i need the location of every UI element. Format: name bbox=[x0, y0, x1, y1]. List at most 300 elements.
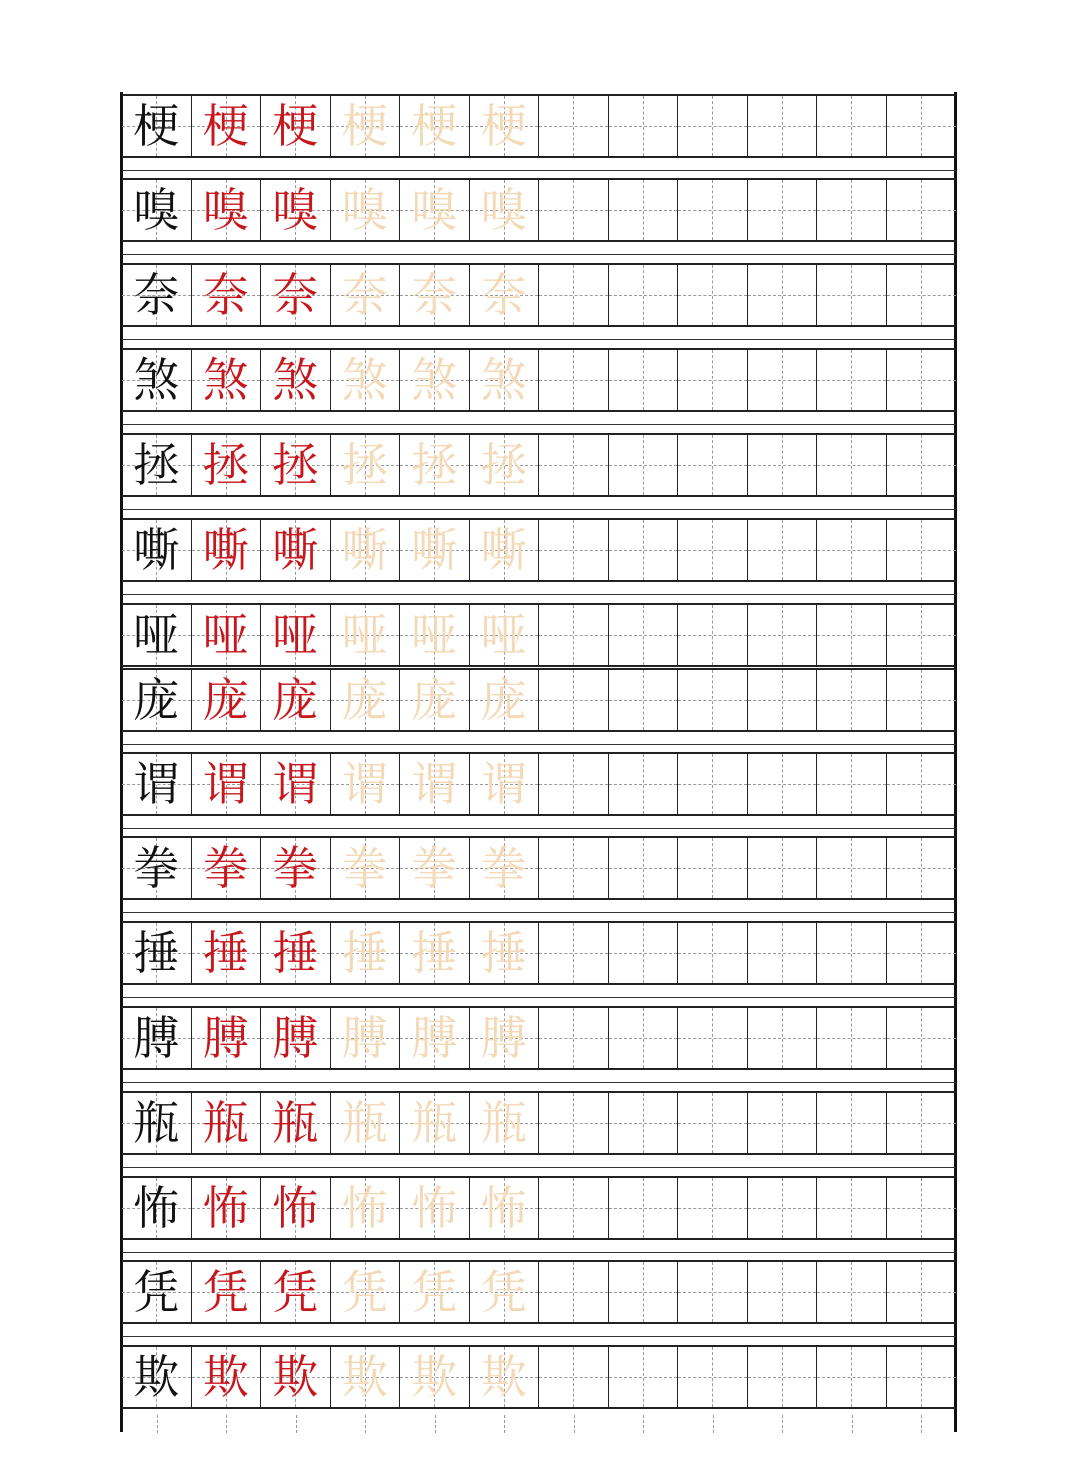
empty-writing-cell bbox=[331, 1415, 401, 1433]
red-example-cell bbox=[192, 435, 262, 495]
empty-writing-cell bbox=[748, 1178, 818, 1238]
trace-character-cell bbox=[331, 838, 401, 898]
row-separator-line bbox=[122, 997, 956, 998]
trace-character-cell bbox=[470, 520, 540, 580]
trace-character-cell bbox=[400, 1178, 470, 1238]
empty-writing-cell bbox=[887, 670, 957, 730]
empty-writing-cell bbox=[678, 1415, 748, 1433]
red-example-character: 瓶 bbox=[272, 1096, 319, 1150]
model-character: 嗅 bbox=[133, 183, 180, 237]
trace-character-cell bbox=[331, 96, 401, 156]
model-character-cell bbox=[122, 923, 192, 983]
trace-character: 哑 bbox=[411, 608, 458, 662]
red-example-cell bbox=[261, 923, 331, 983]
red-example-cell bbox=[261, 1347, 331, 1407]
trace-character-cell bbox=[400, 435, 470, 495]
trace-character-cell bbox=[470, 265, 540, 325]
red-example-character: 嘶 bbox=[202, 523, 249, 577]
trace-character: 哑 bbox=[341, 608, 388, 662]
trace-character: 谓 bbox=[341, 757, 388, 811]
empty-writing-cell bbox=[748, 754, 818, 814]
empty-writing-cell bbox=[887, 1415, 957, 1433]
empty-writing-cell bbox=[817, 1008, 887, 1068]
trace-character: 奈 bbox=[480, 268, 527, 322]
model-character-cell bbox=[122, 838, 192, 898]
trace-character-cell bbox=[470, 923, 540, 983]
practice-row bbox=[122, 752, 956, 816]
trace-character: 欺 bbox=[480, 1350, 527, 1404]
trace-character-cell bbox=[400, 923, 470, 983]
trace-character: 怖 bbox=[411, 1181, 458, 1235]
row-separator-line bbox=[122, 1252, 956, 1253]
red-example-cell bbox=[192, 96, 262, 156]
empty-writing-cell bbox=[887, 1093, 957, 1153]
trace-character-cell bbox=[470, 96, 540, 156]
empty-writing-cell bbox=[748, 265, 818, 325]
red-example-cell bbox=[192, 1262, 262, 1322]
trace-character-cell bbox=[331, 1093, 401, 1153]
row-separator-line bbox=[122, 912, 956, 913]
trace-character: 煞 bbox=[480, 353, 527, 407]
trace-character-cell bbox=[331, 1347, 401, 1407]
model-character: 嘶 bbox=[133, 523, 180, 577]
row-separator-line bbox=[122, 509, 956, 510]
empty-writing-cell bbox=[539, 1093, 609, 1153]
trace-character: 庞 bbox=[411, 673, 458, 727]
practice-row bbox=[122, 1091, 956, 1155]
red-example-character: 庞 bbox=[272, 673, 319, 727]
trace-character-cell bbox=[331, 180, 401, 240]
red-example-character: 谓 bbox=[202, 757, 249, 811]
red-example-character: 梗 bbox=[202, 99, 249, 153]
empty-writing-cell bbox=[748, 923, 818, 983]
red-example-cell bbox=[261, 265, 331, 325]
red-example-character: 奈 bbox=[202, 268, 249, 322]
red-example-cell bbox=[192, 1008, 262, 1068]
model-character: 拯 bbox=[133, 438, 180, 492]
trace-character-cell bbox=[470, 1347, 540, 1407]
model-character: 怖 bbox=[133, 1181, 180, 1235]
empty-writing-cell bbox=[887, 1347, 957, 1407]
empty-writing-cell bbox=[609, 1262, 679, 1322]
red-example-cell bbox=[261, 520, 331, 580]
trace-character-cell bbox=[331, 1008, 401, 1068]
trace-character-cell bbox=[470, 605, 540, 665]
trace-character: 奈 bbox=[341, 268, 388, 322]
trace-character: 瓶 bbox=[480, 1096, 527, 1150]
empty-writing-cell bbox=[539, 435, 609, 495]
trace-character-cell bbox=[400, 670, 470, 730]
red-example-cell bbox=[192, 1093, 262, 1153]
empty-writing-cell bbox=[678, 670, 748, 730]
red-example-character: 捶 bbox=[202, 926, 249, 980]
empty-writing-cell bbox=[609, 180, 679, 240]
red-example-cell bbox=[261, 605, 331, 665]
trace-character: 嗅 bbox=[480, 183, 527, 237]
model-character-cell bbox=[122, 1093, 192, 1153]
empty-writing-cell bbox=[539, 1415, 609, 1433]
trace-character: 捶 bbox=[341, 926, 388, 980]
empty-writing-cell bbox=[609, 670, 679, 730]
trace-character-cell bbox=[400, 605, 470, 665]
model-character-cell bbox=[122, 96, 192, 156]
red-example-cell bbox=[261, 1093, 331, 1153]
red-example-character: 煞 bbox=[202, 353, 249, 407]
empty-writing-cell bbox=[817, 1415, 887, 1433]
empty-writing-cell bbox=[817, 670, 887, 730]
empty-writing-cell bbox=[539, 350, 609, 410]
practice-row bbox=[122, 1345, 956, 1409]
empty-writing-cell bbox=[609, 265, 679, 325]
empty-writing-cell bbox=[609, 96, 679, 156]
empty-writing-cell bbox=[678, 923, 748, 983]
red-example-character: 欺 bbox=[202, 1350, 249, 1404]
empty-writing-cell bbox=[748, 350, 818, 410]
trace-character: 嘶 bbox=[480, 523, 527, 577]
trace-character: 瓶 bbox=[411, 1096, 458, 1150]
model-character: 凭 bbox=[133, 1265, 180, 1319]
empty-writing-cell bbox=[678, 1347, 748, 1407]
empty-writing-cell bbox=[748, 1093, 818, 1153]
empty-writing-cell bbox=[817, 1347, 887, 1407]
trace-character: 拳 bbox=[341, 841, 388, 895]
model-character-cell bbox=[122, 1347, 192, 1407]
trace-character: 庞 bbox=[480, 673, 527, 727]
trace-character: 拯 bbox=[341, 438, 388, 492]
trace-character-cell bbox=[470, 1262, 540, 1322]
empty-writing-cell bbox=[887, 1178, 957, 1238]
empty-writing-cell bbox=[678, 1008, 748, 1068]
trace-character-cell bbox=[400, 520, 470, 580]
trace-character-cell bbox=[470, 1093, 540, 1153]
red-example-character: 凭 bbox=[272, 1265, 319, 1319]
empty-writing-cell bbox=[609, 605, 679, 665]
empty-writing-cell bbox=[609, 1415, 679, 1433]
model-character-cell bbox=[122, 265, 192, 325]
red-example-cell bbox=[192, 180, 262, 240]
trace-character-cell bbox=[470, 180, 540, 240]
empty-writing-cell bbox=[748, 520, 818, 580]
empty-writing-cell bbox=[678, 1093, 748, 1153]
row-separator-line bbox=[122, 594, 956, 595]
row-separator-line bbox=[122, 1336, 956, 1337]
empty-writing-cell bbox=[192, 1415, 262, 1433]
red-example-cell bbox=[192, 1347, 262, 1407]
empty-writing-cell bbox=[887, 1262, 957, 1322]
empty-writing-cell bbox=[609, 1093, 679, 1153]
trace-character-cell bbox=[470, 754, 540, 814]
trace-character: 梗 bbox=[480, 99, 527, 153]
red-example-character: 嗅 bbox=[272, 183, 319, 237]
empty-writing-cell bbox=[678, 1262, 748, 1322]
empty-writing-cell bbox=[539, 180, 609, 240]
empty-writing-cell bbox=[539, 520, 609, 580]
empty-writing-cell bbox=[678, 605, 748, 665]
practice-row bbox=[122, 348, 956, 412]
practice-row bbox=[122, 518, 956, 582]
trace-character-cell bbox=[331, 605, 401, 665]
red-example-character: 拳 bbox=[272, 841, 319, 895]
empty-writing-cell bbox=[887, 923, 957, 983]
row-separator-line bbox=[122, 424, 956, 425]
practice-row bbox=[122, 668, 956, 732]
trace-character: 捶 bbox=[480, 926, 527, 980]
model-character: 奈 bbox=[133, 268, 180, 322]
practice-row bbox=[122, 1260, 956, 1324]
red-example-cell bbox=[261, 754, 331, 814]
red-example-character: 煞 bbox=[272, 353, 319, 407]
red-example-character: 拯 bbox=[202, 438, 249, 492]
empty-writing-cell bbox=[748, 670, 818, 730]
empty-writing-cell bbox=[539, 923, 609, 983]
trace-character: 凭 bbox=[341, 1265, 388, 1319]
practice-row bbox=[122, 1006, 956, 1070]
trace-character: 奈 bbox=[411, 268, 458, 322]
trace-character-cell bbox=[470, 350, 540, 410]
red-example-character: 哑 bbox=[202, 608, 249, 662]
trace-character: 拯 bbox=[411, 438, 458, 492]
empty-writing-cell bbox=[678, 180, 748, 240]
practice-row bbox=[122, 433, 956, 497]
trace-character-cell bbox=[400, 96, 470, 156]
model-character: 煞 bbox=[133, 353, 180, 407]
red-example-cell bbox=[192, 923, 262, 983]
red-example-cell bbox=[192, 265, 262, 325]
practice-row bbox=[122, 263, 956, 327]
trace-character: 凭 bbox=[411, 1265, 458, 1319]
red-example-character: 欺 bbox=[272, 1350, 319, 1404]
trace-character-cell bbox=[400, 1347, 470, 1407]
empty-writing-cell bbox=[678, 96, 748, 156]
trace-character: 嘶 bbox=[341, 523, 388, 577]
empty-writing-cell bbox=[887, 1008, 957, 1068]
trace-character: 谓 bbox=[480, 757, 527, 811]
model-character: 膊 bbox=[133, 1011, 180, 1065]
trace-character: 膊 bbox=[411, 1011, 458, 1065]
trace-character-cell bbox=[400, 1093, 470, 1153]
red-example-cell bbox=[192, 605, 262, 665]
practice-row bbox=[122, 94, 956, 158]
empty-writing-cell bbox=[817, 923, 887, 983]
red-example-character: 凭 bbox=[202, 1265, 249, 1319]
empty-writing-cell bbox=[887, 605, 957, 665]
trace-character: 煞 bbox=[411, 353, 458, 407]
row-separator-line bbox=[122, 744, 956, 745]
trace-character: 怖 bbox=[341, 1181, 388, 1235]
empty-writing-cell bbox=[817, 350, 887, 410]
empty-writing-cell bbox=[539, 1262, 609, 1322]
empty-writing-cell bbox=[539, 265, 609, 325]
red-example-character: 嗅 bbox=[202, 183, 249, 237]
red-example-character: 拳 bbox=[202, 841, 249, 895]
trace-character-cell bbox=[331, 754, 401, 814]
empty-writing-cell bbox=[539, 670, 609, 730]
empty-writing-cell bbox=[887, 96, 957, 156]
model-character-cell bbox=[122, 350, 192, 410]
empty-writing-cell bbox=[887, 350, 957, 410]
trace-character-cell bbox=[331, 670, 401, 730]
empty-writing-cell bbox=[122, 1415, 192, 1433]
empty-writing-cell bbox=[400, 1415, 470, 1433]
trace-character: 瓶 bbox=[341, 1096, 388, 1150]
trace-character: 欺 bbox=[341, 1350, 388, 1404]
empty-writing-cell bbox=[609, 435, 679, 495]
trace-character-cell bbox=[400, 265, 470, 325]
model-character-cell bbox=[122, 754, 192, 814]
trace-character: 嘶 bbox=[411, 523, 458, 577]
red-example-character: 谓 bbox=[272, 757, 319, 811]
trace-character-cell bbox=[331, 520, 401, 580]
model-character-cell bbox=[122, 1178, 192, 1238]
empty-writing-cell bbox=[609, 923, 679, 983]
trace-character: 梗 bbox=[411, 99, 458, 153]
empty-writing-cell bbox=[817, 1262, 887, 1322]
empty-writing-cell bbox=[887, 520, 957, 580]
trace-character: 哑 bbox=[480, 608, 527, 662]
red-example-cell bbox=[261, 670, 331, 730]
empty-writing-cell bbox=[748, 605, 818, 665]
trace-character: 膊 bbox=[341, 1011, 388, 1065]
trace-character-cell bbox=[470, 1008, 540, 1068]
trace-character: 捶 bbox=[411, 926, 458, 980]
empty-writing-cell bbox=[748, 1008, 818, 1068]
trace-character-cell bbox=[331, 350, 401, 410]
empty-writing-cell bbox=[539, 96, 609, 156]
trace-character: 嗅 bbox=[411, 183, 458, 237]
trace-character-cell bbox=[331, 1178, 401, 1238]
practice-row bbox=[122, 178, 956, 242]
trace-character: 庞 bbox=[341, 673, 388, 727]
trace-character: 拳 bbox=[480, 841, 527, 895]
red-example-cell bbox=[192, 754, 262, 814]
practice-row bbox=[122, 921, 956, 985]
model-character-cell bbox=[122, 670, 192, 730]
row-separator-line bbox=[122, 339, 956, 340]
practice-row bbox=[122, 1176, 956, 1240]
red-example-character: 嘶 bbox=[272, 523, 319, 577]
empty-writing-cell bbox=[817, 180, 887, 240]
trace-character-cell bbox=[400, 180, 470, 240]
trace-character-cell bbox=[331, 265, 401, 325]
trace-character-cell bbox=[470, 838, 540, 898]
trace-character: 拯 bbox=[480, 438, 527, 492]
red-example-cell bbox=[192, 670, 262, 730]
red-example-character: 庞 bbox=[202, 673, 249, 727]
trace-character: 梗 bbox=[341, 99, 388, 153]
empty-writing-cell bbox=[678, 754, 748, 814]
trace-character-cell bbox=[400, 1262, 470, 1322]
red-example-character: 怖 bbox=[202, 1181, 249, 1235]
empty-writing-cell bbox=[887, 754, 957, 814]
empty-writing-cell bbox=[609, 838, 679, 898]
empty-writing-cell bbox=[817, 520, 887, 580]
practice-row bbox=[122, 603, 956, 667]
red-example-cell bbox=[261, 350, 331, 410]
red-example-cell bbox=[261, 435, 331, 495]
trace-character-cell bbox=[470, 1178, 540, 1238]
practice-row bbox=[122, 836, 956, 900]
empty-writing-cell bbox=[678, 435, 748, 495]
model-character: 捶 bbox=[133, 926, 180, 980]
model-character: 谓 bbox=[133, 757, 180, 811]
trace-character-cell bbox=[470, 670, 540, 730]
red-example-character: 膊 bbox=[202, 1011, 249, 1065]
empty-writing-cell bbox=[609, 754, 679, 814]
red-example-cell bbox=[192, 1178, 262, 1238]
red-example-character: 哑 bbox=[272, 608, 319, 662]
empty-writing-cell bbox=[817, 838, 887, 898]
red-example-character: 奈 bbox=[272, 268, 319, 322]
red-example-cell bbox=[261, 1008, 331, 1068]
empty-writing-cell bbox=[678, 838, 748, 898]
empty-writing-cell bbox=[609, 1178, 679, 1238]
empty-writing-cell bbox=[887, 180, 957, 240]
empty-writing-cell bbox=[678, 265, 748, 325]
empty-writing-cell bbox=[609, 1008, 679, 1068]
red-example-character: 瓶 bbox=[202, 1096, 249, 1150]
empty-writing-cell bbox=[817, 1093, 887, 1153]
practice-row-partial bbox=[122, 1415, 956, 1433]
trace-character-cell bbox=[331, 435, 401, 495]
red-example-cell bbox=[192, 520, 262, 580]
empty-writing-cell bbox=[678, 1178, 748, 1238]
empty-writing-cell bbox=[609, 1347, 679, 1407]
empty-writing-cell bbox=[748, 96, 818, 156]
empty-writing-cell bbox=[887, 435, 957, 495]
empty-writing-cell bbox=[609, 520, 679, 580]
empty-writing-cell bbox=[748, 180, 818, 240]
trace-character-cell bbox=[400, 754, 470, 814]
trace-character: 煞 bbox=[341, 353, 388, 407]
empty-writing-cell bbox=[678, 520, 748, 580]
model-character-cell bbox=[122, 435, 192, 495]
empty-writing-cell bbox=[748, 1262, 818, 1322]
empty-writing-cell bbox=[817, 605, 887, 665]
empty-writing-cell bbox=[887, 838, 957, 898]
red-example-cell bbox=[192, 350, 262, 410]
empty-writing-cell bbox=[748, 1347, 818, 1407]
model-character: 欺 bbox=[133, 1350, 180, 1404]
empty-writing-cell bbox=[539, 838, 609, 898]
trace-character: 凭 bbox=[480, 1265, 527, 1319]
model-character-cell bbox=[122, 605, 192, 665]
red-example-character: 拯 bbox=[272, 438, 319, 492]
row-separator-line bbox=[122, 254, 956, 255]
model-character: 庞 bbox=[133, 673, 180, 727]
trace-character: 怖 bbox=[480, 1181, 527, 1235]
empty-writing-cell bbox=[817, 265, 887, 325]
trace-character-cell bbox=[400, 1008, 470, 1068]
model-character: 拳 bbox=[133, 841, 180, 895]
empty-writing-cell bbox=[817, 96, 887, 156]
row-separator-line bbox=[122, 828, 956, 829]
empty-writing-cell bbox=[609, 350, 679, 410]
model-character: 梗 bbox=[133, 99, 180, 153]
red-example-cell bbox=[261, 180, 331, 240]
trace-character: 膊 bbox=[480, 1011, 527, 1065]
red-example-cell bbox=[261, 1178, 331, 1238]
empty-writing-cell bbox=[748, 435, 818, 495]
empty-writing-cell bbox=[261, 1415, 331, 1433]
red-example-character: 梗 bbox=[272, 99, 319, 153]
model-character-cell bbox=[122, 1262, 192, 1322]
empty-writing-cell bbox=[539, 1008, 609, 1068]
model-character-cell bbox=[122, 1008, 192, 1068]
empty-writing-cell bbox=[748, 1415, 818, 1433]
red-example-cell bbox=[261, 1262, 331, 1322]
trace-character-cell bbox=[470, 435, 540, 495]
red-example-cell bbox=[192, 838, 262, 898]
